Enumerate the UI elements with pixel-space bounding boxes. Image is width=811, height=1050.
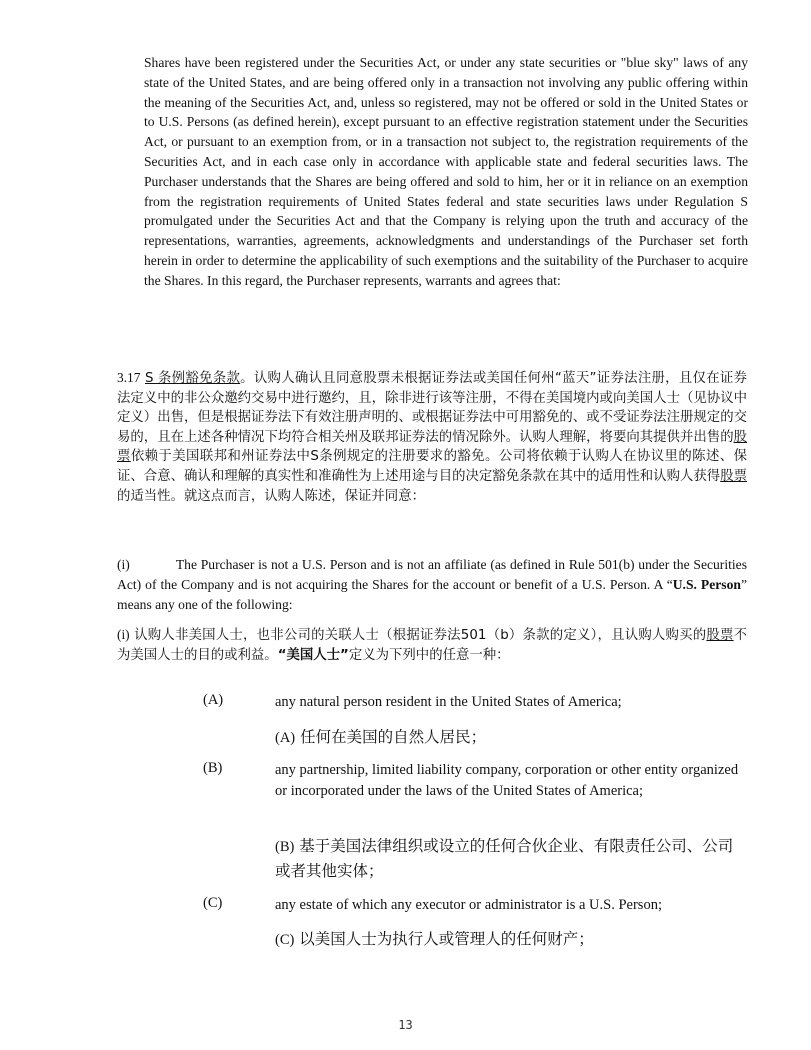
item-a-chinese xyxy=(275,725,745,750)
item-a-label: (A) xyxy=(203,692,224,708)
section-i-zh-label: (i) xyxy=(117,627,130,642)
section-i-english xyxy=(117,555,747,614)
item-a-zh-text: 任何在美国的自然人居民； xyxy=(300,728,487,746)
intro-paragraph: Shares have been registered under the Securities Act, or under any state securities or "blue sky" laws of any state of the United States, and are being offered only in a transaction not involving any public offering within the meaning of the Securities Act, and, unless so registered, may not be offered or sold in the United States or to U.S. Persons (as defined herein), except pursuant to an effective registration statement under the Securities Act, or pursuant to an exemption from, or in a transaction not subject to, the registration requirements of the Securities Act, and in each case only in accordance with applicable state and federal securities laws. The Purchaser understands that the Shares are being offered and sold to him, her or it in reliance on an exemption from the registration requirements of United States federal and state securities laws under Regulation S promulgated under the Securities Act and that the Company is relying upon the truth and accuracy of the representations, warranties, agreements, acknowledgments and understandings of the Purchaser set forth herein in order to determine the applicability of such exemptions and the suitability of the Purchaser to acquire the Shares. In this regard, the Purchaser represents, warrants and agrees that: xyxy=(144,55,748,288)
section-body-part-c: 的适当性。就这点而言，认购人陈述，保证并同意： xyxy=(117,488,425,504)
item-b-english: any partnership, limited liability company, corporation or other entity organized or incorporated under the laws of the United States of America; xyxy=(275,762,739,799)
section-i-chinese xyxy=(117,625,747,665)
section-3-17-chinese xyxy=(117,368,747,506)
item-b-chinese xyxy=(275,834,745,883)
section-i-zh-text-b: 不为美国人士的目的或利益。 xyxy=(117,628,748,663)
item-c-english: any estate of which any executor or administrator is a U.S. Person; xyxy=(275,897,662,913)
section-i-text-after: ” means any one of the following: xyxy=(117,576,747,612)
section-number: 3.17 xyxy=(117,370,141,385)
item-b-zh-label: (B) xyxy=(275,839,295,855)
item-c-zh-text: 以美国人士为执行人或管理人的任何财产； xyxy=(299,930,594,948)
shares-term: 股票 xyxy=(720,468,747,484)
us-person-term-zh: “美国人士” xyxy=(277,647,349,663)
item-a-english: any natural person resident in the United States of America; xyxy=(275,694,622,710)
section-body-part-a: 。认购人确认且同意股票未根据证券法或美国任何州“蓝天”证券法注册，且仅在证券法定义中的非公众邀约交易中进行邀约，且，除非进行该等注册，不得在美国境内或向美国人士（见协议中定义）出售，但是根据证券法下有效注册声明的、或根据证券法中可用豁免的、或不受证券法注册规定的交易的，且在上述各种情况下均符合相关州及联邦证券法的情况除外。认购人理解，将要向其提供并出售的 xyxy=(117,371,748,445)
shares-term: 股票 xyxy=(117,429,747,465)
page-number: 13 xyxy=(398,1018,413,1032)
section-i-zh-text-c: 定义为下列中的任意一种： xyxy=(348,647,510,663)
item-b-zh-text: 基于美国法律组织或设立的任何合伙企业、有限责任公司、公司或者其他实体； xyxy=(275,837,734,880)
us-person-term: U.S. Person xyxy=(672,576,741,592)
shares-term: 股票 xyxy=(706,628,734,643)
section-i-zh-text-a: 认购人非美国人士，也非公司的关联人士（根据证券法501（b）条款的定义），且认购人购买的 xyxy=(134,628,707,643)
item-c-label: (C) xyxy=(203,895,223,911)
item-a-zh-label: (A) xyxy=(275,730,296,746)
section-i-text-before: The Purchaser is not a U.S. Person and is not an affiliate (as defined in Rule 501(b) under the Securities Act) of the Company and is not acquiring the Shares for the account or benefit of a U.S. Person. A “ xyxy=(117,557,747,592)
section-heading: S 条例豁免条款 xyxy=(145,371,241,386)
section-body-part-b: 依赖于美国联邦和州证券法中S条例规定的注册要求的豁免。公司将依赖于认购人在协议里的陈述、保证、合意、确认和理解的真实性和准确性为上述用途与目的决定豁免条款在其中的适用性和认购人获得 xyxy=(117,449,747,484)
item-b-label: (B) xyxy=(203,760,223,776)
item-c-zh-label: (C) xyxy=(275,932,295,948)
item-c-chinese xyxy=(275,927,745,952)
section-i-label: (i) xyxy=(117,557,130,572)
